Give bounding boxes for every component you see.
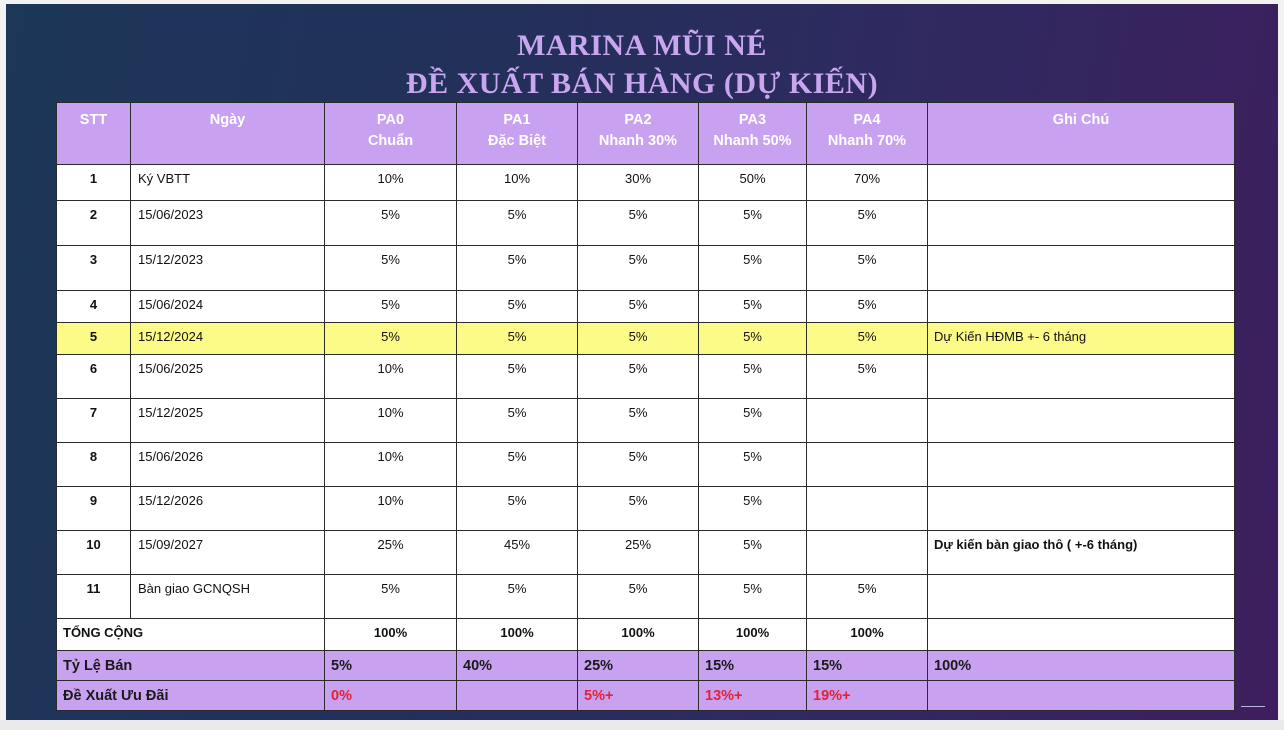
- bottom-strip: [0, 720, 1284, 730]
- header-ngay: Ngày: [131, 103, 325, 165]
- cell-note: [928, 443, 1235, 487]
- cell-pa2: 5%: [578, 575, 699, 619]
- cell-stt: 10: [57, 531, 131, 575]
- cell-stt: 11: [57, 575, 131, 619]
- cell-pa3: 5%: [699, 575, 807, 619]
- cell-note: [928, 487, 1235, 531]
- cell-pa3: 5%: [699, 355, 807, 399]
- de-xuat-pa2: 5%+: [578, 681, 699, 711]
- cell-ngay: 15/06/2023: [131, 201, 325, 246]
- cell-pa3: 50%: [699, 165, 807, 201]
- header-pa4: PA4 Nhanh 70%: [807, 103, 928, 165]
- de-xuat-pa4: 19%+: [807, 681, 928, 711]
- cell-pa3: 5%: [699, 246, 807, 291]
- ty-le-ban-pa1: 40%: [457, 651, 578, 681]
- de-xuat-uu-dai-row: [57, 681, 1235, 711]
- cell-pa0: 5%: [325, 323, 457, 355]
- table-row: [57, 531, 1235, 575]
- cell-note: [928, 575, 1235, 619]
- cell-pa0: 5%: [325, 201, 457, 246]
- cell-pa1: 5%: [457, 201, 578, 246]
- table-row-highlighted: [57, 323, 1235, 355]
- total-pa3: 100%: [699, 619, 807, 651]
- ty-le-ban-pa2: 25%: [578, 651, 699, 681]
- cell-pa4: [807, 399, 928, 443]
- cell-ngay: 15/12/2024: [131, 323, 325, 355]
- cell-stt: 8: [57, 443, 131, 487]
- cell-pa0: 10%: [325, 487, 457, 531]
- cell-stt: 9: [57, 487, 131, 531]
- payment-plan-table: [56, 102, 1235, 711]
- ty-le-ban-row: [57, 651, 1235, 681]
- cell-pa0: 5%: [325, 291, 457, 323]
- cell-pa3: 5%: [699, 443, 807, 487]
- total-pa1: 100%: [457, 619, 578, 651]
- header-row: [57, 103, 1235, 165]
- header-pa2: PA2 Nhanh 30%: [578, 103, 699, 165]
- table-row: [57, 575, 1235, 619]
- cell-pa1: 5%: [457, 487, 578, 531]
- cell-ngay: 15/12/2023: [131, 246, 325, 291]
- cell-pa1: 5%: [457, 355, 578, 399]
- cell-note: [928, 246, 1235, 291]
- cell-note: Dự kiến bàn giao thô ( +-6 tháng): [928, 531, 1235, 575]
- header-stt: STT: [57, 103, 131, 165]
- cell-note: [928, 291, 1235, 323]
- cell-pa4: 5%: [807, 201, 928, 246]
- cell-pa0: 10%: [325, 355, 457, 399]
- total-note: [928, 619, 1235, 651]
- corner-line: [1241, 706, 1265, 707]
- cell-stt: 1: [57, 165, 131, 201]
- table-row: [57, 487, 1235, 531]
- cell-pa3: 5%: [699, 487, 807, 531]
- cell-pa4: [807, 443, 928, 487]
- cell-stt: 3: [57, 246, 131, 291]
- cell-pa0: 10%: [325, 443, 457, 487]
- header-note: Ghi Chú: [928, 103, 1235, 165]
- cell-pa3: 5%: [699, 291, 807, 323]
- cell-pa4: 70%: [807, 165, 928, 201]
- cell-stt: 4: [57, 291, 131, 323]
- header-pa0: PA0 Chuẩn: [325, 103, 457, 165]
- total-pa4: 100%: [807, 619, 928, 651]
- table-row: [57, 291, 1235, 323]
- cell-stt: 2: [57, 201, 131, 246]
- cell-pa2: 25%: [578, 531, 699, 575]
- cell-ngay: 15/12/2026: [131, 487, 325, 531]
- de-xuat-pa0: 0%: [325, 681, 457, 711]
- cell-pa2: 5%: [578, 487, 699, 531]
- cell-pa0: 10%: [325, 399, 457, 443]
- cell-pa4: [807, 487, 928, 531]
- ty-le-ban-pa0: 5%: [325, 651, 457, 681]
- cell-pa1: 5%: [457, 323, 578, 355]
- ty-le-ban-note: 100%: [928, 651, 1235, 681]
- cell-pa1: 5%: [457, 399, 578, 443]
- cell-stt: 7: [57, 399, 131, 443]
- cell-pa3: 5%: [699, 201, 807, 246]
- de-xuat-note: [928, 681, 1235, 711]
- total-row: [57, 619, 1235, 651]
- cell-pa0: 5%: [325, 246, 457, 291]
- slide-title-line2: ĐỀ XUẤT BÁN HÀNG (DỰ KIẾN): [405, 67, 879, 100]
- de-xuat-label: Đề Xuất Ưu Đãi: [57, 681, 325, 711]
- header-pa1: PA1 Đặc Biệt: [457, 103, 578, 165]
- ty-le-ban-pa3: 15%: [699, 651, 807, 681]
- ty-le-ban-pa4: 15%: [807, 651, 928, 681]
- cell-ngay: Bàn giao GCNQSH: [131, 575, 325, 619]
- cell-pa2: 5%: [578, 323, 699, 355]
- table-row: [57, 165, 1235, 201]
- slide-title-line1: MARINA MŨI NÉ: [517, 29, 767, 62]
- cell-pa2: 5%: [578, 443, 699, 487]
- cell-pa0: 5%: [325, 575, 457, 619]
- cell-pa3: 5%: [699, 323, 807, 355]
- cell-pa1: 5%: [457, 443, 578, 487]
- cell-ngay: 15/06/2025: [131, 355, 325, 399]
- cell-pa4: 5%: [807, 575, 928, 619]
- cell-pa4: 5%: [807, 323, 928, 355]
- cell-pa1: 10%: [457, 165, 578, 201]
- cell-note: Dự Kiến HĐMB +- 6 tháng: [928, 323, 1235, 355]
- table-row: [57, 355, 1235, 399]
- table-row: [57, 246, 1235, 291]
- cell-stt: 5: [57, 323, 131, 355]
- cell-pa1: 45%: [457, 531, 578, 575]
- header-pa3: PA3 Nhanh 50%: [699, 103, 807, 165]
- cell-pa2: 5%: [578, 201, 699, 246]
- cell-ngay: 15/06/2024: [131, 291, 325, 323]
- cell-pa2: 5%: [578, 399, 699, 443]
- cell-pa1: 5%: [457, 246, 578, 291]
- table-row: [57, 399, 1235, 443]
- cell-ngay: 15/09/2027: [131, 531, 325, 575]
- cell-pa2: 5%: [578, 355, 699, 399]
- cell-pa0: 10%: [325, 165, 457, 201]
- cell-ngay: 15/12/2025: [131, 399, 325, 443]
- cell-pa3: 5%: [699, 531, 807, 575]
- cell-ngay: 15/06/2026: [131, 443, 325, 487]
- cell-note: [928, 165, 1235, 201]
- ty-le-ban-label: Tỷ Lệ Bán: [57, 651, 325, 681]
- cell-pa4: 5%: [807, 291, 928, 323]
- cell-pa4: 5%: [807, 355, 928, 399]
- cell-pa3: 5%: [699, 399, 807, 443]
- total-pa2: 100%: [578, 619, 699, 651]
- cell-note: [928, 355, 1235, 399]
- cell-pa4: 5%: [807, 246, 928, 291]
- de-xuat-pa1: [457, 681, 578, 711]
- cell-pa4: [807, 531, 928, 575]
- cell-note: [928, 399, 1235, 443]
- cell-pa2: 5%: [578, 291, 699, 323]
- de-xuat-pa3: 13%+: [699, 681, 807, 711]
- cell-pa0: 25%: [325, 531, 457, 575]
- total-label: TỔNG CỘNG: [57, 619, 325, 651]
- cell-stt: 6: [57, 355, 131, 399]
- cell-note: [928, 201, 1235, 246]
- total-pa0: 100%: [325, 619, 457, 651]
- cell-pa2: 5%: [578, 246, 699, 291]
- table-row: [57, 201, 1235, 246]
- cell-pa2: 30%: [578, 165, 699, 201]
- cell-pa1: 5%: [457, 575, 578, 619]
- cell-pa1: 5%: [457, 291, 578, 323]
- cell-ngay: Ký VBTT: [131, 165, 325, 201]
- table-row: [57, 443, 1235, 487]
